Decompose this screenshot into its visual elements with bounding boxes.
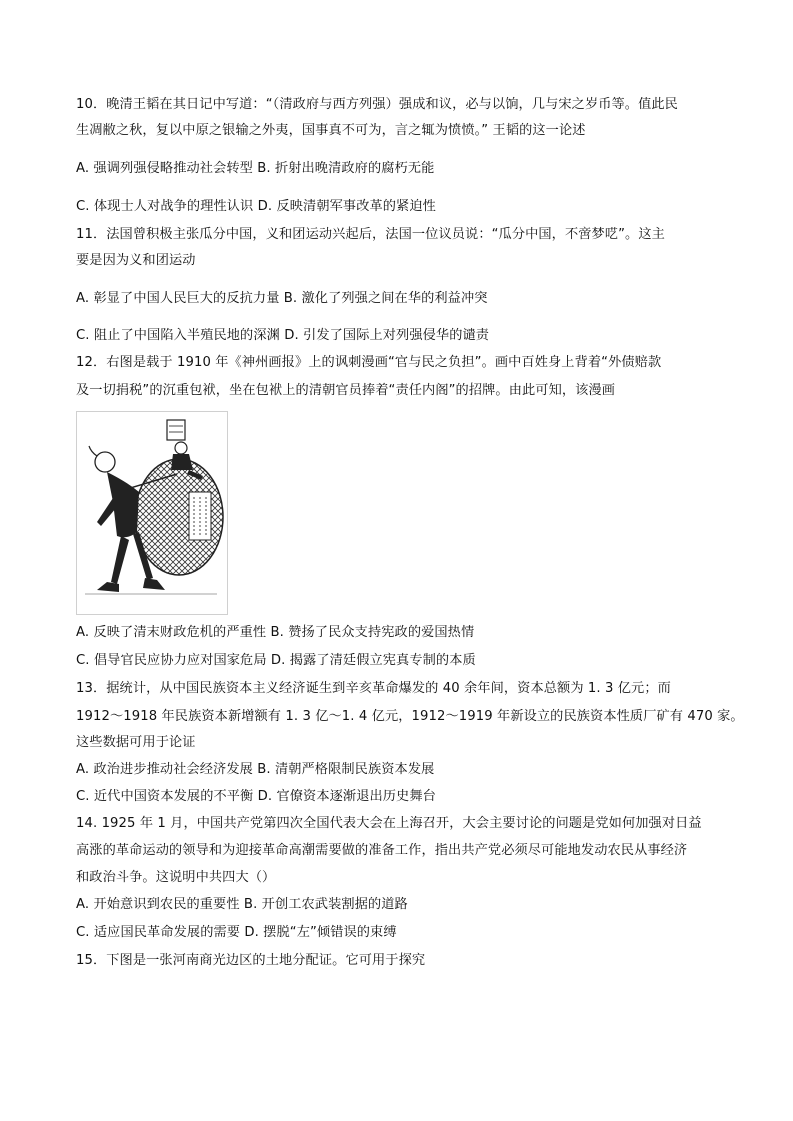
q10-options-cd: C. 体现士人对战争的理性认识 D. 反映清朝军事改革的紧迫性 xyxy=(76,199,436,214)
q10-stem-line-1: 10．晚清王韬在其日记中写道：“（清政府与西方列强）强成和议，必与以饷，几与宋之岁币等。值此民 xyxy=(76,97,678,112)
q14-stem-line-2: 高涨的革命运动的领导和为迎接革命高潮需要做的准备工作，指出共产党必须尽可能地发动农民从事经济 xyxy=(76,843,688,858)
q13-stem-line-2: 1912～1918 年民族资本新增额有 1. 3 亿～1. 4 亿元，1912～1919 年新设立的民族资本性质厂矿有 470 家。 xyxy=(76,709,744,724)
q11-options-ab: A. 彰显了中国人民巨大的反抗力量 B. 激化了列强之间在华的利益冲突 xyxy=(76,291,488,306)
q11-options-cd: C. 阻止了中国陷入半殖民地的深渊 D. 引发了国际上对列强侵华的谴责 xyxy=(76,328,490,343)
q14-options-ab: A. 开始意识到农民的重要性 B. 开创工农武装割据的道路 xyxy=(76,897,408,912)
q14-options-cd: C. 适应国民革命发展的需要 D. 摆脱“左”倾错误的束缚 xyxy=(76,925,397,940)
q12-stem-line-2: 及一切捐税”的沉重包袱，坐在包袱上的清朝官员捧着“责任内阁”的招牌。由此可知，该漫画 xyxy=(76,383,616,398)
q11-stem-line-1: 11．法国曾积极主张瓜分中国，义和团运动兴起后，法国一位议员说：“瓜分中国，不啻梦呓”。这主 xyxy=(76,227,665,242)
q11-stem-line-2: 要是因为义和团运动 xyxy=(76,253,196,268)
q12-options-cd: C. 倡导官民应协力应对国家危局 D. 揭露了清廷假立宪真专制的本质 xyxy=(76,653,476,668)
q13-stem-line-3: 这些数据可用于论证 xyxy=(76,735,196,750)
q13-options-cd: C. 近代中国资本发展的不平衡 D. 官僚资本逐渐退出历史舞台 xyxy=(76,789,436,804)
q14-stem-line-3: 和政治斗争。这说明中共四大（） xyxy=(76,870,276,885)
q15-stem-line-1: 15．下图是一张河南商光边区的土地分配证。它可用于探究 xyxy=(76,953,426,968)
q12-stem-line-1: 12．右图是载于 1910 年《神州画报》上的讽刺漫画“官与民之负担”。画中百姓身上背着“外债赔款 xyxy=(76,355,662,370)
q13-options-ab: A. 政治进步推动社会经济发展 B. 清朝严格限制民族资本发展 xyxy=(76,762,435,777)
satirical-cartoon-image xyxy=(76,411,228,615)
q12-options-ab: A. 反映了清末财政危机的严重性 B. 赞扬了民众支持宪政的爱国热情 xyxy=(76,625,475,640)
q13-stem-line-1: 13．据统计，从中国民族资本主义经济诞生到辛亥革命爆发的 40 余年间，资本总额为 1. 3 亿元；而 xyxy=(76,681,671,696)
q14-stem-line-1: 14. 1925 年 1 月，中国共产党第四次全国代表大会在上海召开，大会主要讨论的问题是党如何加强对日益 xyxy=(76,816,702,831)
q10-stem-line-2: 生凋敝之秋，复以中原之银输之外夷，国事真不可为，言之辄为愤愤。” 王韬的这一论述 xyxy=(76,123,586,138)
q10-options-ab: A. 强调列强侵略推动社会转型 B. 折射出晚清政府的腐朽无能 xyxy=(76,161,435,176)
